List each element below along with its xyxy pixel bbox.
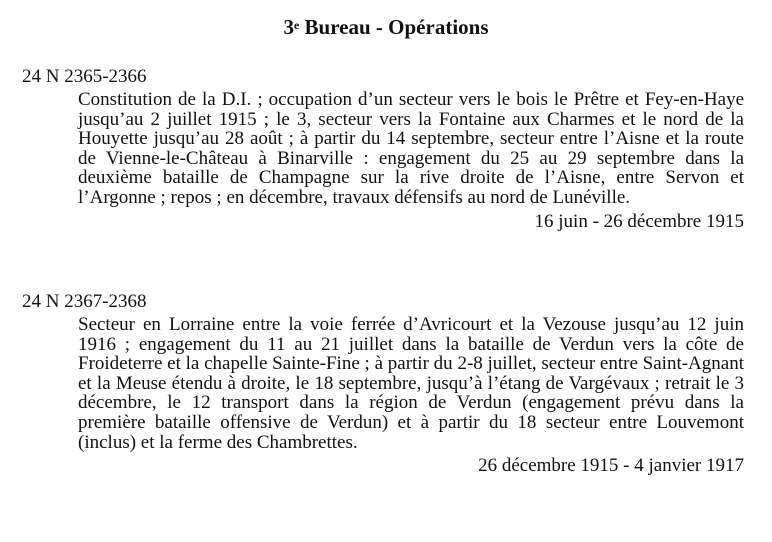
archive-entry [22,291,744,477]
title-superscript: e [293,18,300,32]
entry-cote: 24 N 2367-2368 [22,291,147,312]
entry-cote: 24 N 2365-2366 [22,66,147,87]
entry-description: Constitution de la D.I. ; occupation d’un secteur vers le bois le Prêtre et Fey-en-Haye jusqu’au 2 juillet 1915 ; le 3, secteur vers la Fontaine aux Charmes et le nord de la Houyette jusqu’au 28 août ; à partir du 14 septembre, secteur entre l’Aisne et la route de Vienne-le-Château à Binarville : engagement du 25 au 29 septembre dans la deuxième bataille de Champagne sur la rive droite de l’Aisne, entre Servon et l’Argonne ; repos ; en décembre, travaux défensifs au nord de Lunéville. [78,89,744,208]
title-rest: Bureau - Opérations [299,15,489,39]
archive-entry [22,66,744,233]
entry-dates: 26 décembre 1915 - 4 janvier 1917 [478,455,744,477]
title-prefix: 3 [283,15,294,39]
entry-dates: 16 juin - 26 décembre 1915 [534,210,744,232]
entry-description: Secteur en Lorraine entre la voie ferrée d’Avricourt et la Vezouse jusqu’au 12 juin 1916 ; engagement du 11 au 21 juillet dans la bataille de Verdun vers la côte de Froideterre et la chapelle Sainte-Fine ; à partir du 2-8 juillet, secteur entre Saint-Agnant et la Meuse étendu à droite, le 18 septembre, jusqu’à l’étang de Vargévaux ; retrait le 3 décembre, le 12 transport dans la région de Verdun (engagement prévu dans la première bataille offensive de Verdun) et à partir du 18 secteur entre Louvemont (inclus) et la ferme des Chambrettes. [78,314,744,453]
page-title [0,14,772,40]
